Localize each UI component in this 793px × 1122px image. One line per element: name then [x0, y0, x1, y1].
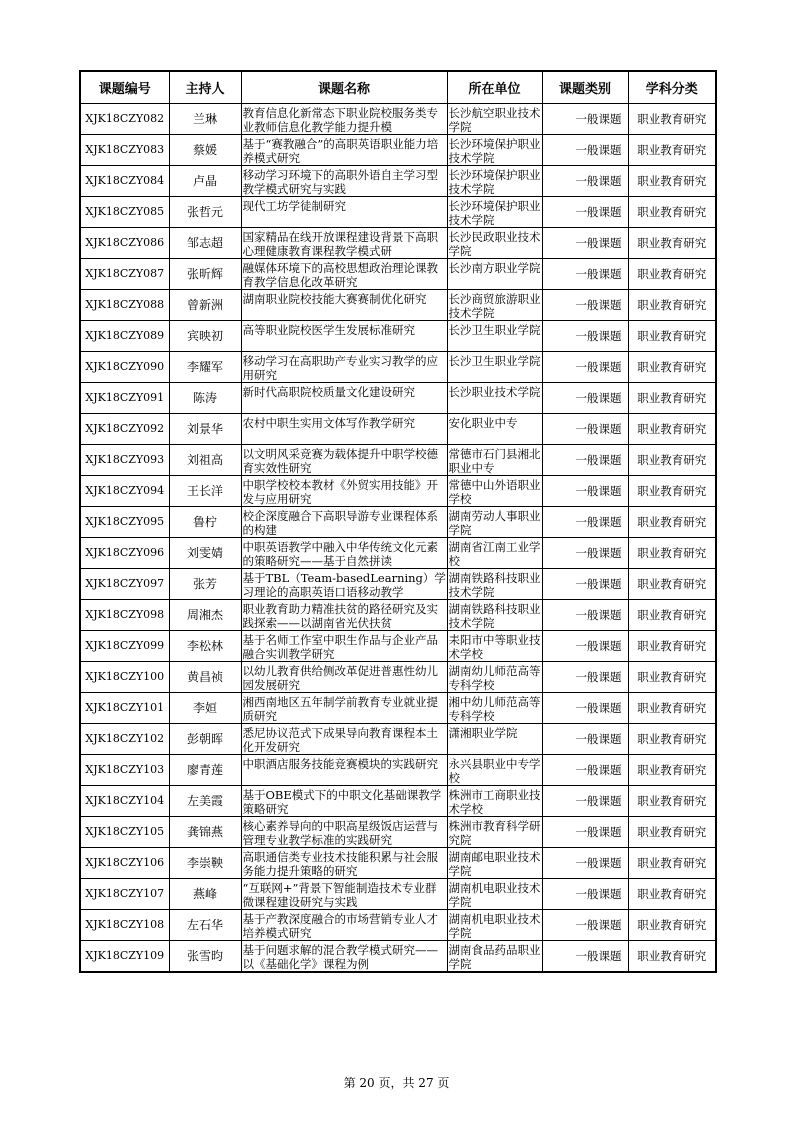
- cell-code: XJK18CZY102: [80, 724, 169, 755]
- cell-host: 宾映初: [169, 321, 241, 352]
- cell-category: 一般课题: [542, 321, 628, 352]
- cell-category: 一般课题: [542, 228, 628, 259]
- cell-unit: [447, 321, 542, 352]
- table-row: [80, 197, 716, 228]
- cell-category: 一般课题: [542, 197, 628, 228]
- table-row: [80, 383, 716, 414]
- cell-subject: 职业教育研究: [628, 352, 716, 383]
- cell-code: XJK18CZY101: [80, 693, 169, 724]
- cell-unit: [447, 631, 542, 662]
- cell-subject: 职业教育研究: [628, 755, 716, 786]
- cell-unit: [447, 135, 542, 166]
- cell-title-text: 校企深度融合下高职导游专业课程体系的构建: [242, 508, 438, 537]
- cell-title: [241, 166, 447, 197]
- cell-title-text: 移动学习在高职助产专业实习教学的应用研究: [242, 353, 438, 382]
- cell-title-text: 基于名师工作室中职生作品与企业产品融合实训教学研究: [242, 632, 438, 661]
- table-row: [80, 631, 716, 662]
- cell-unit: [447, 879, 542, 910]
- cell-category: 一般课题: [542, 724, 628, 755]
- cell-subject: 职业教育研究: [628, 445, 716, 476]
- cell-title: [241, 910, 447, 941]
- cell-unit-text: 永兴县职业中专学校: [448, 756, 541, 785]
- cell-title-text: 国家精品在线开放课程建设背景下高职心理健康教育课程教学模式研: [242, 229, 438, 258]
- cell-unit: [447, 848, 542, 879]
- cell-title: [241, 755, 447, 786]
- cell-unit: [447, 197, 542, 228]
- cell-unit-text: 湖南劳动人事职业学院: [448, 508, 541, 537]
- cell-category: 一般课题: [542, 786, 628, 817]
- cell-unit-text: 湖南食品药品职业学院: [448, 942, 541, 971]
- cell-title: [241, 941, 447, 973]
- cell-code: XJK18CZY094: [80, 476, 169, 507]
- cell-host: 鲁柠: [169, 507, 241, 538]
- cell-title: [241, 135, 447, 166]
- cell-title: [241, 569, 447, 600]
- cell-unit: [447, 724, 542, 755]
- cell-code: XJK18CZY091: [80, 383, 169, 414]
- cell-unit: [447, 476, 542, 507]
- cell-host: 李松林: [169, 631, 241, 662]
- cell-unit: [447, 445, 542, 476]
- cell-title-text: 教育信息化新常态下职业院校服务类专业教师信息化教学能力提升模: [242, 105, 438, 134]
- cell-unit-text: 长沙民政职业技术学院: [448, 229, 541, 258]
- cell-host: 彭朝晖: [169, 724, 241, 755]
- cell-category: 一般课题: [542, 476, 628, 507]
- cell-subject: 职业教育研究: [628, 910, 716, 941]
- cell-unit: [447, 941, 542, 973]
- cell-title: [241, 228, 447, 259]
- cell-category: 一般课题: [542, 414, 628, 445]
- table-row: [80, 941, 716, 973]
- table-row: [80, 879, 716, 910]
- cell-category: 一般课题: [542, 693, 628, 724]
- cell-category: 一般课题: [542, 755, 628, 786]
- cell-subject: 职业教育研究: [628, 166, 716, 197]
- cell-host: 李耀军: [169, 352, 241, 383]
- cell-code: XJK18CZY089: [80, 321, 169, 352]
- cell-title-text: 现代工坊学徒制研究: [242, 198, 346, 213]
- cell-subject: 职业教育研究: [628, 383, 716, 414]
- cell-unit-text: 湖南省江南工业学校: [448, 539, 541, 568]
- cell-unit: [447, 507, 542, 538]
- cell-code: XJK18CZY088: [80, 290, 169, 321]
- cell-category: 一般课题: [542, 259, 628, 290]
- cell-title-text: 基于产教深度融合的市场营销专业人才培养模式研究: [242, 911, 438, 940]
- cell-unit-text: 长沙航空职业技术学院: [448, 105, 541, 134]
- cell-code: XJK18CZY085: [80, 197, 169, 228]
- cell-unit-text: 长沙卫生职业学院: [448, 322, 541, 337]
- cell-host: 刘雯婧: [169, 538, 241, 569]
- cell-category: 一般课题: [542, 910, 628, 941]
- cell-code: XJK18CZY100: [80, 662, 169, 693]
- cell-unit: [447, 786, 542, 817]
- header-host: 主持人: [169, 71, 241, 104]
- cell-subject: 职业教育研究: [628, 879, 716, 910]
- cell-category: 一般课题: [542, 352, 628, 383]
- cell-title-text: 湖南职业院校技能大赛赛制优化研究: [242, 291, 427, 306]
- cell-title: [241, 290, 447, 321]
- cell-code: XJK18CZY096: [80, 538, 169, 569]
- cell-unit: [447, 104, 542, 135]
- cell-category: 一般课题: [542, 631, 628, 662]
- cell-code: XJK18CZY084: [80, 166, 169, 197]
- cell-title: [241, 600, 447, 631]
- cell-title: [241, 259, 447, 290]
- cell-title-text: 以文明风采竞赛为载体提升中职学校德育实效性研究: [242, 446, 438, 475]
- cell-unit-text: 长沙南方职业学院: [448, 260, 541, 275]
- cell-code: XJK18CZY083: [80, 135, 169, 166]
- cell-unit: [447, 166, 542, 197]
- cell-subject: 职业教育研究: [628, 135, 716, 166]
- cell-title-text: 基于问题求解的混合教学模式研究——以《基础化学》课程为例: [242, 942, 438, 971]
- cell-subject: 职业教育研究: [628, 259, 716, 290]
- cell-code: XJK18CZY097: [80, 569, 169, 600]
- cell-unit: [447, 538, 542, 569]
- cell-subject: 职业教育研究: [628, 321, 716, 352]
- cell-unit: [447, 414, 542, 445]
- header-unit: 所在单位: [447, 71, 542, 104]
- cell-subject: 职业教育研究: [628, 228, 716, 259]
- table-row: [80, 135, 716, 166]
- cell-title-text: 中职学校校本教材《外贸实用技能》开发与应用研究: [242, 477, 438, 506]
- cell-title-text: 高等职业院校医学生发展标准研究: [242, 322, 415, 337]
- cell-host: 陈涛: [169, 383, 241, 414]
- cell-code: XJK18CZY108: [80, 910, 169, 941]
- cell-unit-text: 长沙卫生职业学院: [448, 353, 541, 368]
- table-body: [80, 104, 716, 973]
- cell-title: [241, 321, 447, 352]
- cell-unit: [447, 755, 542, 786]
- cell-category: 一般课题: [542, 290, 628, 321]
- table-header-row: [80, 71, 716, 104]
- cell-subject: 职业教育研究: [628, 662, 716, 693]
- cell-host: 左石华: [169, 910, 241, 941]
- cell-unit-text: 株洲市教育科学研究院: [448, 818, 541, 847]
- cell-host: 龚锦燕: [169, 817, 241, 848]
- cell-host: 张哲元: [169, 197, 241, 228]
- cell-title: [241, 507, 447, 538]
- cell-title: [241, 631, 447, 662]
- cell-unit-text: 湖南铁路科技职业技术学院: [448, 601, 541, 630]
- cell-title: [241, 879, 447, 910]
- cell-code: XJK18CZY087: [80, 259, 169, 290]
- cell-title-text: 农村中职生实用文体写作教学研究: [242, 415, 415, 430]
- cell-code: XJK18CZY099: [80, 631, 169, 662]
- table-row: [80, 414, 716, 445]
- cell-code: XJK18CZY086: [80, 228, 169, 259]
- cell-unit-text: 湖南机电职业技术学院: [448, 880, 541, 909]
- cell-unit-text: 湖南幼儿师范高等专科学校: [448, 663, 541, 692]
- table-row: [80, 321, 716, 352]
- cell-category: 一般课题: [542, 135, 628, 166]
- cell-code: XJK18CZY106: [80, 848, 169, 879]
- cell-unit-text: 长沙环境保护职业技术学院: [448, 167, 541, 196]
- cell-subject: 职业教育研究: [628, 197, 716, 228]
- table-row: [80, 538, 716, 569]
- cell-host: 李姮: [169, 693, 241, 724]
- cell-category: 一般课题: [542, 662, 628, 693]
- cell-title-text: 新时代高职院校质量文化建设研究: [242, 384, 415, 399]
- cell-host: 左美霞: [169, 786, 241, 817]
- cell-unit: [447, 600, 542, 631]
- table-row: [80, 104, 716, 135]
- table-row: [80, 848, 716, 879]
- table-row: [80, 290, 716, 321]
- cell-host: 燕峰: [169, 879, 241, 910]
- table-row: [80, 662, 716, 693]
- cell-title-text: “互联网+”背景下智能制造技术专业群微课程建设研究与实践: [242, 880, 437, 909]
- cell-title: [241, 662, 447, 693]
- cell-code: XJK18CZY104: [80, 786, 169, 817]
- table-row: [80, 445, 716, 476]
- cell-title-text: 以幼儿教育供给侧改革促进普惠性幼儿园发展研究: [242, 663, 438, 692]
- table-row: [80, 228, 716, 259]
- cell-title: [241, 352, 447, 383]
- cell-host: 李崇鞅: [169, 848, 241, 879]
- cell-title-text: 湘西南地区五年制学前教育专业就业提质研究: [242, 694, 438, 723]
- cell-title-text: 基于TBL（Team-basedLearning）学习理论的高职英语口语移动教学: [242, 570, 446, 599]
- cell-code: XJK18CZY092: [80, 414, 169, 445]
- cell-title: [241, 197, 447, 228]
- cell-title: [241, 693, 447, 724]
- cell-subject: 职业教育研究: [628, 414, 716, 445]
- cell-category: 一般课题: [542, 569, 628, 600]
- cell-unit: [447, 817, 542, 848]
- cell-unit-text: 湘中幼儿师范高等专科学校: [448, 694, 541, 723]
- cell-unit-text: 潇湘职业学院: [448, 725, 518, 740]
- cell-title-text: 基于“赛教融合”的高职英语职业能力培养模式研究: [242, 136, 439, 165]
- project-table: [79, 70, 717, 973]
- cell-category: 一般课题: [542, 383, 628, 414]
- cell-host: 邹志超: [169, 228, 241, 259]
- cell-title-text: 中职英语教学中融入中华传统文化元素的策略研究——基于自然拼读: [242, 539, 438, 568]
- cell-subject: 职业教育研究: [628, 631, 716, 662]
- cell-title-text: 基于OBE模式下的中职文化基础课教学策略研究: [242, 787, 442, 816]
- cell-category: 一般课题: [542, 538, 628, 569]
- cell-subject: 职业教育研究: [628, 476, 716, 507]
- cell-host: 王长洋: [169, 476, 241, 507]
- cell-title: [241, 724, 447, 755]
- cell-host: 刘景华: [169, 414, 241, 445]
- cell-code: XJK18CZY105: [80, 817, 169, 848]
- cell-host: 张雪昀: [169, 941, 241, 973]
- cell-unit-text: 安化职业中专: [448, 415, 518, 430]
- cell-subject: 职业教育研究: [628, 104, 716, 135]
- cell-category: 一般课题: [542, 817, 628, 848]
- table-row: [80, 259, 716, 290]
- cell-category: 一般课题: [542, 445, 628, 476]
- cell-title-text: 悉尼协议范式下成果导向教育课程本土化开发研究: [242, 725, 438, 754]
- cell-host: 张芳: [169, 569, 241, 600]
- cell-title: [241, 848, 447, 879]
- cell-title-text: 职业教育助力精准扶贫的路径研究及实践探索——以湖南省光伏扶贫: [242, 601, 438, 630]
- cell-code: XJK18CZY082: [80, 104, 169, 135]
- cell-title-text: 移动学习环境下的高职外语自主学习型教学模式研究与实践: [242, 167, 438, 196]
- cell-unit-text: 常德市石门县湘北职业中专: [448, 446, 541, 475]
- cell-host: 廖青莲: [169, 755, 241, 786]
- cell-title-text: 融媒体环境下的高校思想政治理论课教育教学信息化改革研究: [242, 260, 438, 289]
- cell-unit-text: 耒阳市中等职业技术学校: [448, 632, 541, 661]
- cell-title: [241, 476, 447, 507]
- table-row: [80, 569, 716, 600]
- cell-category: 一般课题: [542, 600, 628, 631]
- cell-unit: [447, 228, 542, 259]
- cell-unit-text: 长沙环境保护职业技术学院: [448, 136, 541, 165]
- cell-host: 蔡媛: [169, 135, 241, 166]
- cell-subject: 职业教育研究: [628, 569, 716, 600]
- header-code: 课题编号: [80, 71, 169, 104]
- table-row: [80, 507, 716, 538]
- cell-host: 卢晶: [169, 166, 241, 197]
- cell-title: [241, 414, 447, 445]
- table-row: [80, 600, 716, 631]
- cell-unit-text: 湖南机电职业技术学院: [448, 911, 541, 940]
- cell-category: 一般课题: [542, 166, 628, 197]
- cell-title-text: 中职酒店服务技能竞赛模块的实践研究: [242, 756, 438, 771]
- cell-unit-text: 湖南铁路科技职业技术学院: [448, 570, 541, 599]
- cell-unit: [447, 352, 542, 383]
- cell-title: [241, 383, 447, 414]
- cell-code: XJK18CZY090: [80, 352, 169, 383]
- table-row: [80, 910, 716, 941]
- header-subject: 学科分类: [628, 71, 716, 104]
- cell-unit-text: 湖南邮电职业技术学院: [448, 849, 541, 878]
- cell-subject: 职业教育研究: [628, 693, 716, 724]
- cell-unit-text: 长沙商贸旅游职业技术学院: [448, 291, 541, 320]
- cell-unit: [447, 290, 542, 321]
- cell-code: XJK18CZY103: [80, 755, 169, 786]
- cell-subject: 职业教育研究: [628, 848, 716, 879]
- header-category: 课题类别: [542, 71, 628, 104]
- cell-code: XJK18CZY107: [80, 879, 169, 910]
- cell-code: XJK18CZY095: [80, 507, 169, 538]
- cell-title: [241, 445, 447, 476]
- cell-code: XJK18CZY098: [80, 600, 169, 631]
- cell-subject: 职业教育研究: [628, 941, 716, 973]
- table-row: [80, 786, 716, 817]
- cell-subject: 职业教育研究: [628, 817, 716, 848]
- cell-unit: [447, 569, 542, 600]
- cell-unit: [447, 693, 542, 724]
- cell-subject: 职业教育研究: [628, 538, 716, 569]
- cell-unit: [447, 259, 542, 290]
- cell-unit-text: 长沙环境保护职业技术学院: [448, 198, 541, 227]
- cell-subject: 职业教育研究: [628, 724, 716, 755]
- table-row: [80, 352, 716, 383]
- cell-category: 一般课题: [542, 507, 628, 538]
- cell-host: 刘祖高: [169, 445, 241, 476]
- header-title: 课题名称: [241, 71, 447, 104]
- cell-category: 一般课题: [542, 104, 628, 135]
- cell-host: 兰琳: [169, 104, 241, 135]
- cell-unit: [447, 910, 542, 941]
- cell-category: 一般课题: [542, 941, 628, 973]
- cell-title: [241, 538, 447, 569]
- cell-host: 曾新洲: [169, 290, 241, 321]
- cell-subject: 职业教育研究: [628, 507, 716, 538]
- cell-unit: [447, 662, 542, 693]
- cell-title: [241, 817, 447, 848]
- table-row: [80, 693, 716, 724]
- cell-code: XJK18CZY109: [80, 941, 169, 973]
- cell-unit-text: 株洲市工商职业技术学校: [448, 787, 541, 816]
- cell-subject: 职业教育研究: [628, 600, 716, 631]
- cell-host: 张昕辉: [169, 259, 241, 290]
- cell-code: XJK18CZY093: [80, 445, 169, 476]
- table-row: [80, 755, 716, 786]
- table-row: [80, 476, 716, 507]
- table-row: [80, 724, 716, 755]
- table-row: [80, 166, 716, 197]
- table-row: [80, 817, 716, 848]
- cell-title: [241, 786, 447, 817]
- cell-title-text: 高职通信类专业技术技能积累与社会服务能力提升策略的研究: [242, 849, 438, 878]
- cell-unit-text: 长沙职业技术学院: [448, 384, 541, 399]
- page-number: 第 20 页，共 27 页: [343, 1076, 450, 1090]
- cell-category: 一般课题: [542, 879, 628, 910]
- cell-title: [241, 104, 447, 135]
- cell-category: 一般课题: [542, 848, 628, 879]
- cell-subject: 职业教育研究: [628, 786, 716, 817]
- cell-host: 周湘杰: [169, 600, 241, 631]
- cell-unit-text: 常德中山外语职业学校: [448, 477, 541, 506]
- cell-unit: [447, 383, 542, 414]
- cell-host: 黄昌祯: [169, 662, 241, 693]
- cell-subject: 职业教育研究: [628, 290, 716, 321]
- cell-title-text: 核心素养导向的中职高星级饭店运营与管理专业教学标准的实践研究: [242, 818, 438, 847]
